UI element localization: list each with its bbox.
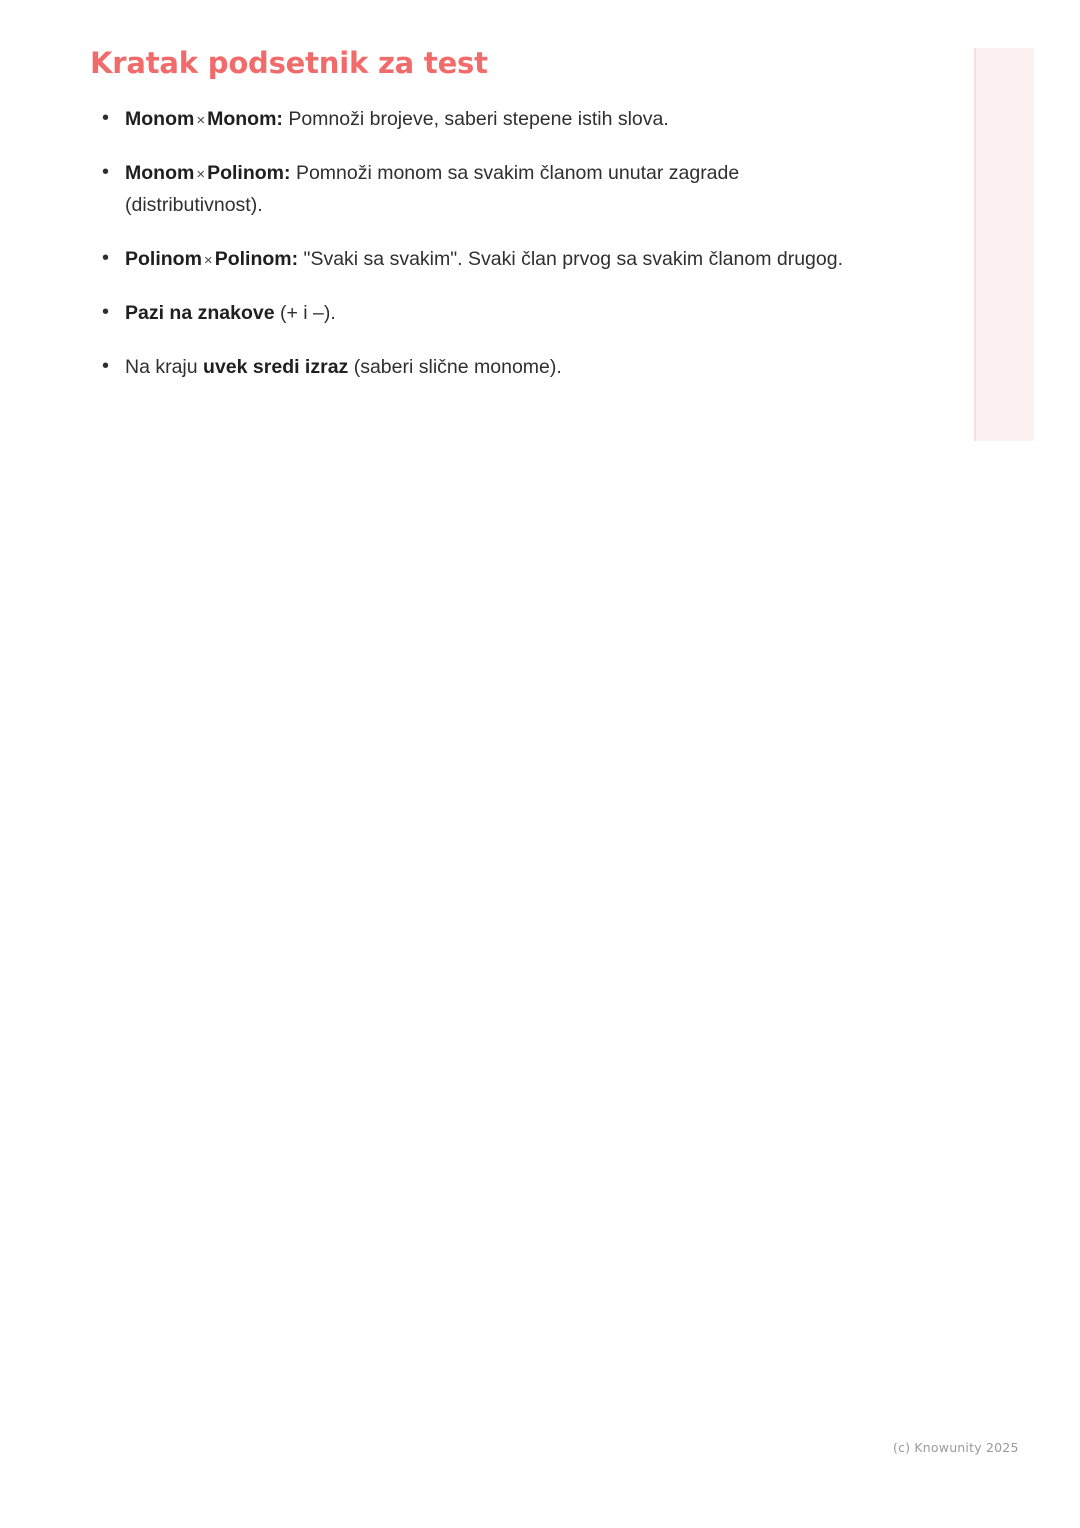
list-item-mid-bold: Polinom: [214,248,299,271]
list-item-text: Pomnoži monom sa svakim članom unutar zagrade (distributivnost). [125,161,740,217]
list-item-text: Pomnoži brojeve, saberi stepene istih slova. [288,107,669,130]
list-item [90,297,860,330]
list-item-text: (saberi slične monome). [353,355,562,378]
list-item-mid-bold: Polinom: [207,161,291,184]
list-item-mid-bold: Monom: [207,107,283,130]
multiply-icon: × [203,252,213,270]
list-item-lead-bold: Monom [125,107,195,130]
multiply-icon: × [196,165,206,183]
side-accent-bar [974,48,1034,441]
page-title: Kratak podsetnik za test [90,46,488,80]
document-content [90,46,860,383]
list-item [90,351,860,384]
list-item [90,157,860,223]
list-item-lead-bold: uvek sredi izraz [203,355,349,378]
list-item-lead-bold: Pazi na znakove [125,301,275,324]
multiply-icon: × [196,111,206,129]
list-item [90,103,860,136]
list-item [90,243,860,276]
list-item-text: "Svaki sa svakim". Svaki član prvog sa svakim članom drugog. [303,248,843,271]
copyright-note: (c) Knowunity 2025 [893,1440,1019,1455]
list-item-text: (+ i –). [280,301,336,324]
list-item-lead-bold: Polinom [125,248,202,271]
list-item-lead-bold: Monom [125,161,195,184]
list-item-lead-plain: Na kraju [125,355,198,378]
reminder-list [90,103,860,384]
